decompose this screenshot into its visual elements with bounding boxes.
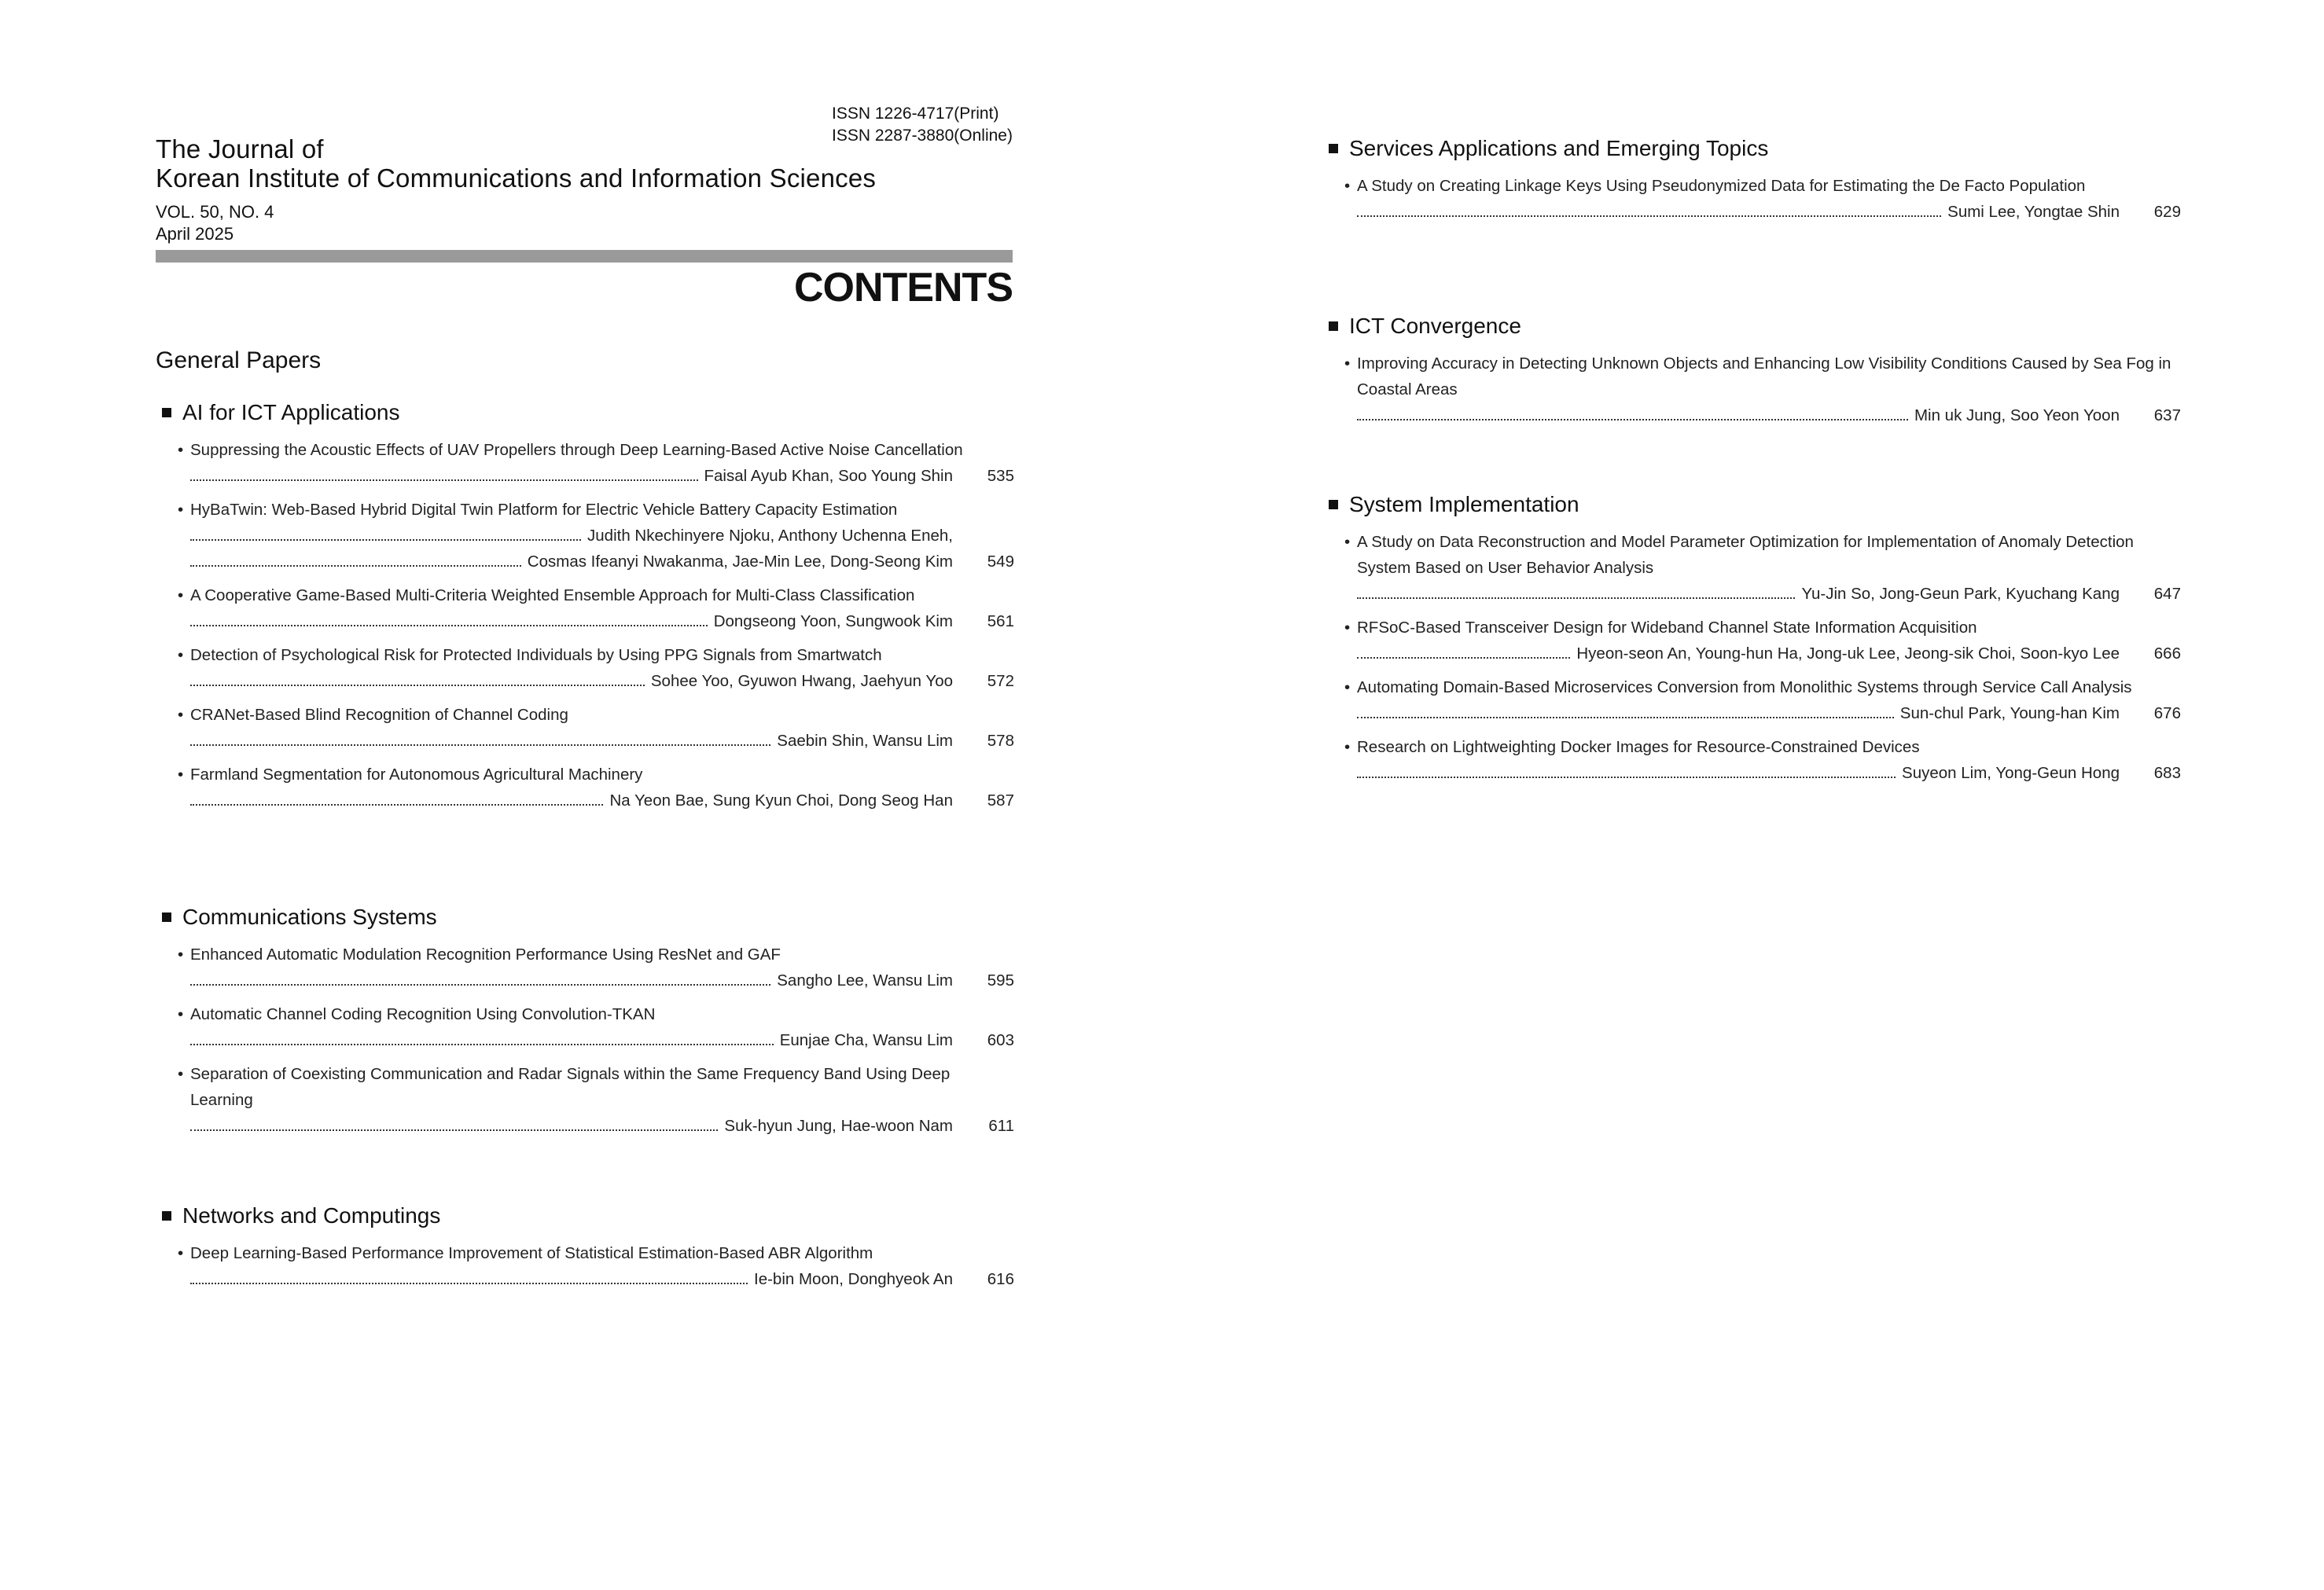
toc-entry[interactable] [1344, 529, 2181, 607]
dot-leader [190, 984, 770, 986]
page-number: 666 [2153, 644, 2181, 663]
dot-leader [190, 625, 708, 626]
square-bullet-icon [162, 408, 171, 417]
section-communications-systems [156, 904, 1014, 1147]
section-networks-computings [156, 1203, 1014, 1300]
toc-entry[interactable] [178, 1240, 1014, 1292]
article-authors: Sohee Yoo, Gyuwon Hwang, Jaehyun Yoo [650, 672, 953, 690]
toc-entry[interactable] [178, 582, 1014, 634]
section-heading-text: System Implementation [1349, 492, 1579, 516]
dot-leader [190, 744, 770, 746]
article-title: • Research on Lightweighting Docker Images for Resource-Constrained Devices [1344, 734, 2181, 760]
author-line [1344, 199, 2181, 225]
toc-entry[interactable] [1344, 173, 2181, 225]
article-title: • Farmland Segmentation for Autonomous Agricultural Machinery [178, 762, 1014, 788]
dot-leader [1357, 215, 1941, 217]
volume-number: VOL. 50, NO. 4 [156, 202, 274, 222]
dot-leader [190, 539, 581, 541]
toc-entry[interactable] [1344, 615, 2181, 666]
square-bullet-icon [1329, 500, 1338, 509]
page-number: 561 [987, 612, 1014, 630]
page-number: 578 [987, 732, 1014, 750]
section-heading-text: Networks and Computings [182, 1203, 441, 1228]
general-papers-heading: General Papers [156, 347, 322, 373]
article-title: • A Study on Creating Linkage Keys Using Pseudonymized Data for Estimating the De Facto Population [1344, 173, 2181, 199]
dot-leader [1357, 597, 1795, 599]
author-line [1344, 581, 2181, 607]
journal-title-line1: The Journal of [156, 134, 324, 163]
section-heading-text: Services Applications and Emerging Topics [1349, 136, 1769, 160]
page-number: 683 [2153, 764, 2181, 782]
article-title: • Automating Domain-Based Microservices Conversion from Monolithic Systems through Service Call Analysis [1344, 674, 2181, 700]
article-authors: Sun-chul Park, Young-han Kim [1899, 704, 2120, 722]
article-title: • Enhanced Automatic Modulation Recognition Performance Using ResNet and GAF [178, 942, 1014, 968]
header-divider-bar [156, 250, 1013, 263]
section-heading [162, 1203, 1014, 1229]
author-line [1344, 700, 2181, 726]
toc-entry[interactable] [178, 762, 1014, 813]
article-title: • Detection of Psychological Risk for Protected Individuals by Using PPG Signals from Smartwatch [178, 642, 1014, 668]
page-number: 572 [987, 672, 1014, 690]
dot-leader [1357, 657, 1570, 659]
article-title: • Improving Accuracy in Detecting Unknown Objects and Enhancing Low Visibility Conditions Caused by Sea Fog in Coastal Areas [1344, 351, 2181, 402]
article-authors: Sangho Lee, Wansu Lim [777, 971, 953, 990]
article-authors: Judith Nkechinyere Njoku, Anthony Uchenna Eneh, [587, 527, 953, 545]
author-line [178, 523, 1014, 549]
article-title: • HyBaTwin: Web-Based Hybrid Digital Twin Platform for Electric Vehicle Battery Capacity Estimation [178, 497, 1014, 523]
journal-title-line2: Korean Institute of Communications and Information Sciences [156, 163, 877, 193]
article-authors: Cosmas Ifeanyi Nwakanma, Jae-Min Lee, Dong-Seong Kim [527, 553, 953, 571]
dot-leader [190, 685, 645, 686]
section-heading-text: Communications Systems [182, 905, 437, 929]
article-title: • Automatic Channel Coding Recognition Using Convolution-TKAN [178, 1001, 1014, 1027]
article-authors: Eunjae Cha, Wansu Lim [779, 1031, 953, 1049]
page-number: 647 [2153, 585, 2181, 603]
article-authors: Sumi Lee, Yongtae Shin [1947, 203, 2120, 221]
section-heading [162, 399, 1014, 426]
article-title: • A Cooperative Game-Based Multi-Criteria Weighted Ensemble Approach for Multi-Class Classification [178, 582, 1014, 608]
author-line [178, 788, 1014, 813]
article-title: • Deep Learning-Based Performance Improvement of Statistical Estimation-Based ABR Algorithm [178, 1240, 1014, 1266]
section-heading [162, 904, 1014, 931]
toc-entry[interactable] [178, 642, 1014, 694]
section-heading-text: AI for ICT Applications [182, 400, 400, 424]
author-line [178, 463, 1014, 489]
page-number: 616 [987, 1270, 1014, 1288]
article-title: • RFSoC-Based Transceiver Design for Wideband Channel State Information Acquisition [1344, 615, 2181, 641]
section-heading-text: ICT Convergence [1349, 314, 1521, 338]
article-authors: Yu-Jin So, Jong-Geun Park, Kyuchang Kang [1801, 585, 2120, 603]
article-authors: Min uk Jung, Soo Yeon Yoon [1914, 406, 2120, 424]
issn-online: ISSN 2287-3880(Online) [832, 127, 1013, 145]
author-line [1344, 402, 2181, 428]
toc-entry[interactable] [178, 437, 1014, 489]
toc-entry[interactable] [178, 1061, 1014, 1139]
page-number: 603 [987, 1031, 1014, 1049]
article-authors: Hyeon-seon An, Young-hun Ha, Jong-uk Lee, Jeong-sik Choi, Soon-kyo Lee [1576, 644, 2120, 663]
toc-entry[interactable] [178, 497, 1014, 575]
contents-heading: CONTENTS [794, 265, 1013, 310]
page-number: 595 [987, 971, 1014, 990]
dot-leader [190, 1283, 748, 1284]
author-line [178, 668, 1014, 694]
page-number: 611 [988, 1117, 1014, 1135]
issue-date: April 2025 [156, 224, 234, 244]
dot-leader [1357, 419, 1908, 420]
article-authors: Dongseong Yoon, Sungwook Kim [713, 612, 953, 630]
page-number: 535 [987, 467, 1014, 485]
author-line [178, 1027, 1014, 1053]
toc-entry[interactable] [1344, 734, 2181, 786]
section-heading [1329, 135, 2181, 162]
section-heading [1329, 313, 2181, 340]
issn-print: ISSN 1226-4717(Print) [832, 105, 999, 123]
section-heading [1329, 491, 2181, 518]
author-line [178, 549, 1014, 575]
section-ai-for-ict [156, 399, 1014, 821]
square-bullet-icon [1329, 321, 1338, 331]
section-services-applications [1322, 135, 2181, 233]
dot-leader [1357, 717, 1894, 718]
toc-entry[interactable] [1344, 674, 2181, 726]
article-title: • CRANet-Based Blind Recognition of Channel Coding [178, 702, 1014, 728]
author-line [1344, 760, 2181, 786]
toc-entry[interactable] [178, 702, 1014, 754]
author-line [178, 608, 1014, 634]
toc-entry[interactable] [178, 1001, 1014, 1053]
square-bullet-icon [162, 1211, 171, 1221]
journal-title-block [156, 134, 876, 193]
author-line [178, 968, 1014, 993]
author-line [178, 728, 1014, 754]
dot-leader [190, 804, 603, 806]
dot-leader [190, 1044, 774, 1045]
article-title: • Separation of Coexisting Communication and Radar Signals within the Same Frequency Band Using Deep Learning [178, 1061, 1014, 1113]
dot-leader [190, 479, 698, 481]
page-number: 587 [987, 791, 1014, 810]
page-number: 676 [2153, 704, 2181, 722]
author-line [178, 1113, 1014, 1139]
square-bullet-icon [1329, 144, 1338, 153]
section-ict-convergence [1322, 313, 2181, 436]
article-authors: Na Yeon Bae, Sung Kyun Choi, Dong Seog Han [609, 791, 953, 810]
section-system-implementation [1322, 491, 2181, 794]
author-line [1344, 641, 2181, 666]
toc-entry[interactable] [178, 942, 1014, 993]
article-authors: Saebin Shin, Wansu Lim [777, 732, 953, 750]
article-authors: Suk-hyun Jung, Hae-woon Nam [724, 1117, 953, 1135]
square-bullet-icon [162, 913, 171, 922]
article-authors: Suyeon Lim, Yong-Geun Hong [1902, 764, 2120, 782]
article-authors: Ie-bin Moon, Donghyeok An [754, 1270, 953, 1288]
author-line [178, 1266, 1014, 1292]
toc-entry[interactable] [1344, 351, 2181, 428]
page-number: 549 [987, 553, 1014, 571]
volume-info [156, 201, 274, 245]
dot-leader [190, 1129, 718, 1131]
dot-leader [1357, 777, 1896, 778]
dot-leader [190, 565, 521, 567]
article-title: • A Study on Data Reconstruction and Model Parameter Optimization for Implementation of Anomaly Detection System Based on User Behavior Analysis [1344, 529, 2181, 581]
page-number: 629 [2153, 203, 2181, 221]
page-number: 637 [2153, 406, 2181, 424]
article-authors: Faisal Ayub Khan, Soo Young Shin [704, 467, 953, 485]
article-title: • Suppressing the Acoustic Effects of UAV Propellers through Deep Learning-Based Active Noise Cancellation [178, 437, 1014, 463]
